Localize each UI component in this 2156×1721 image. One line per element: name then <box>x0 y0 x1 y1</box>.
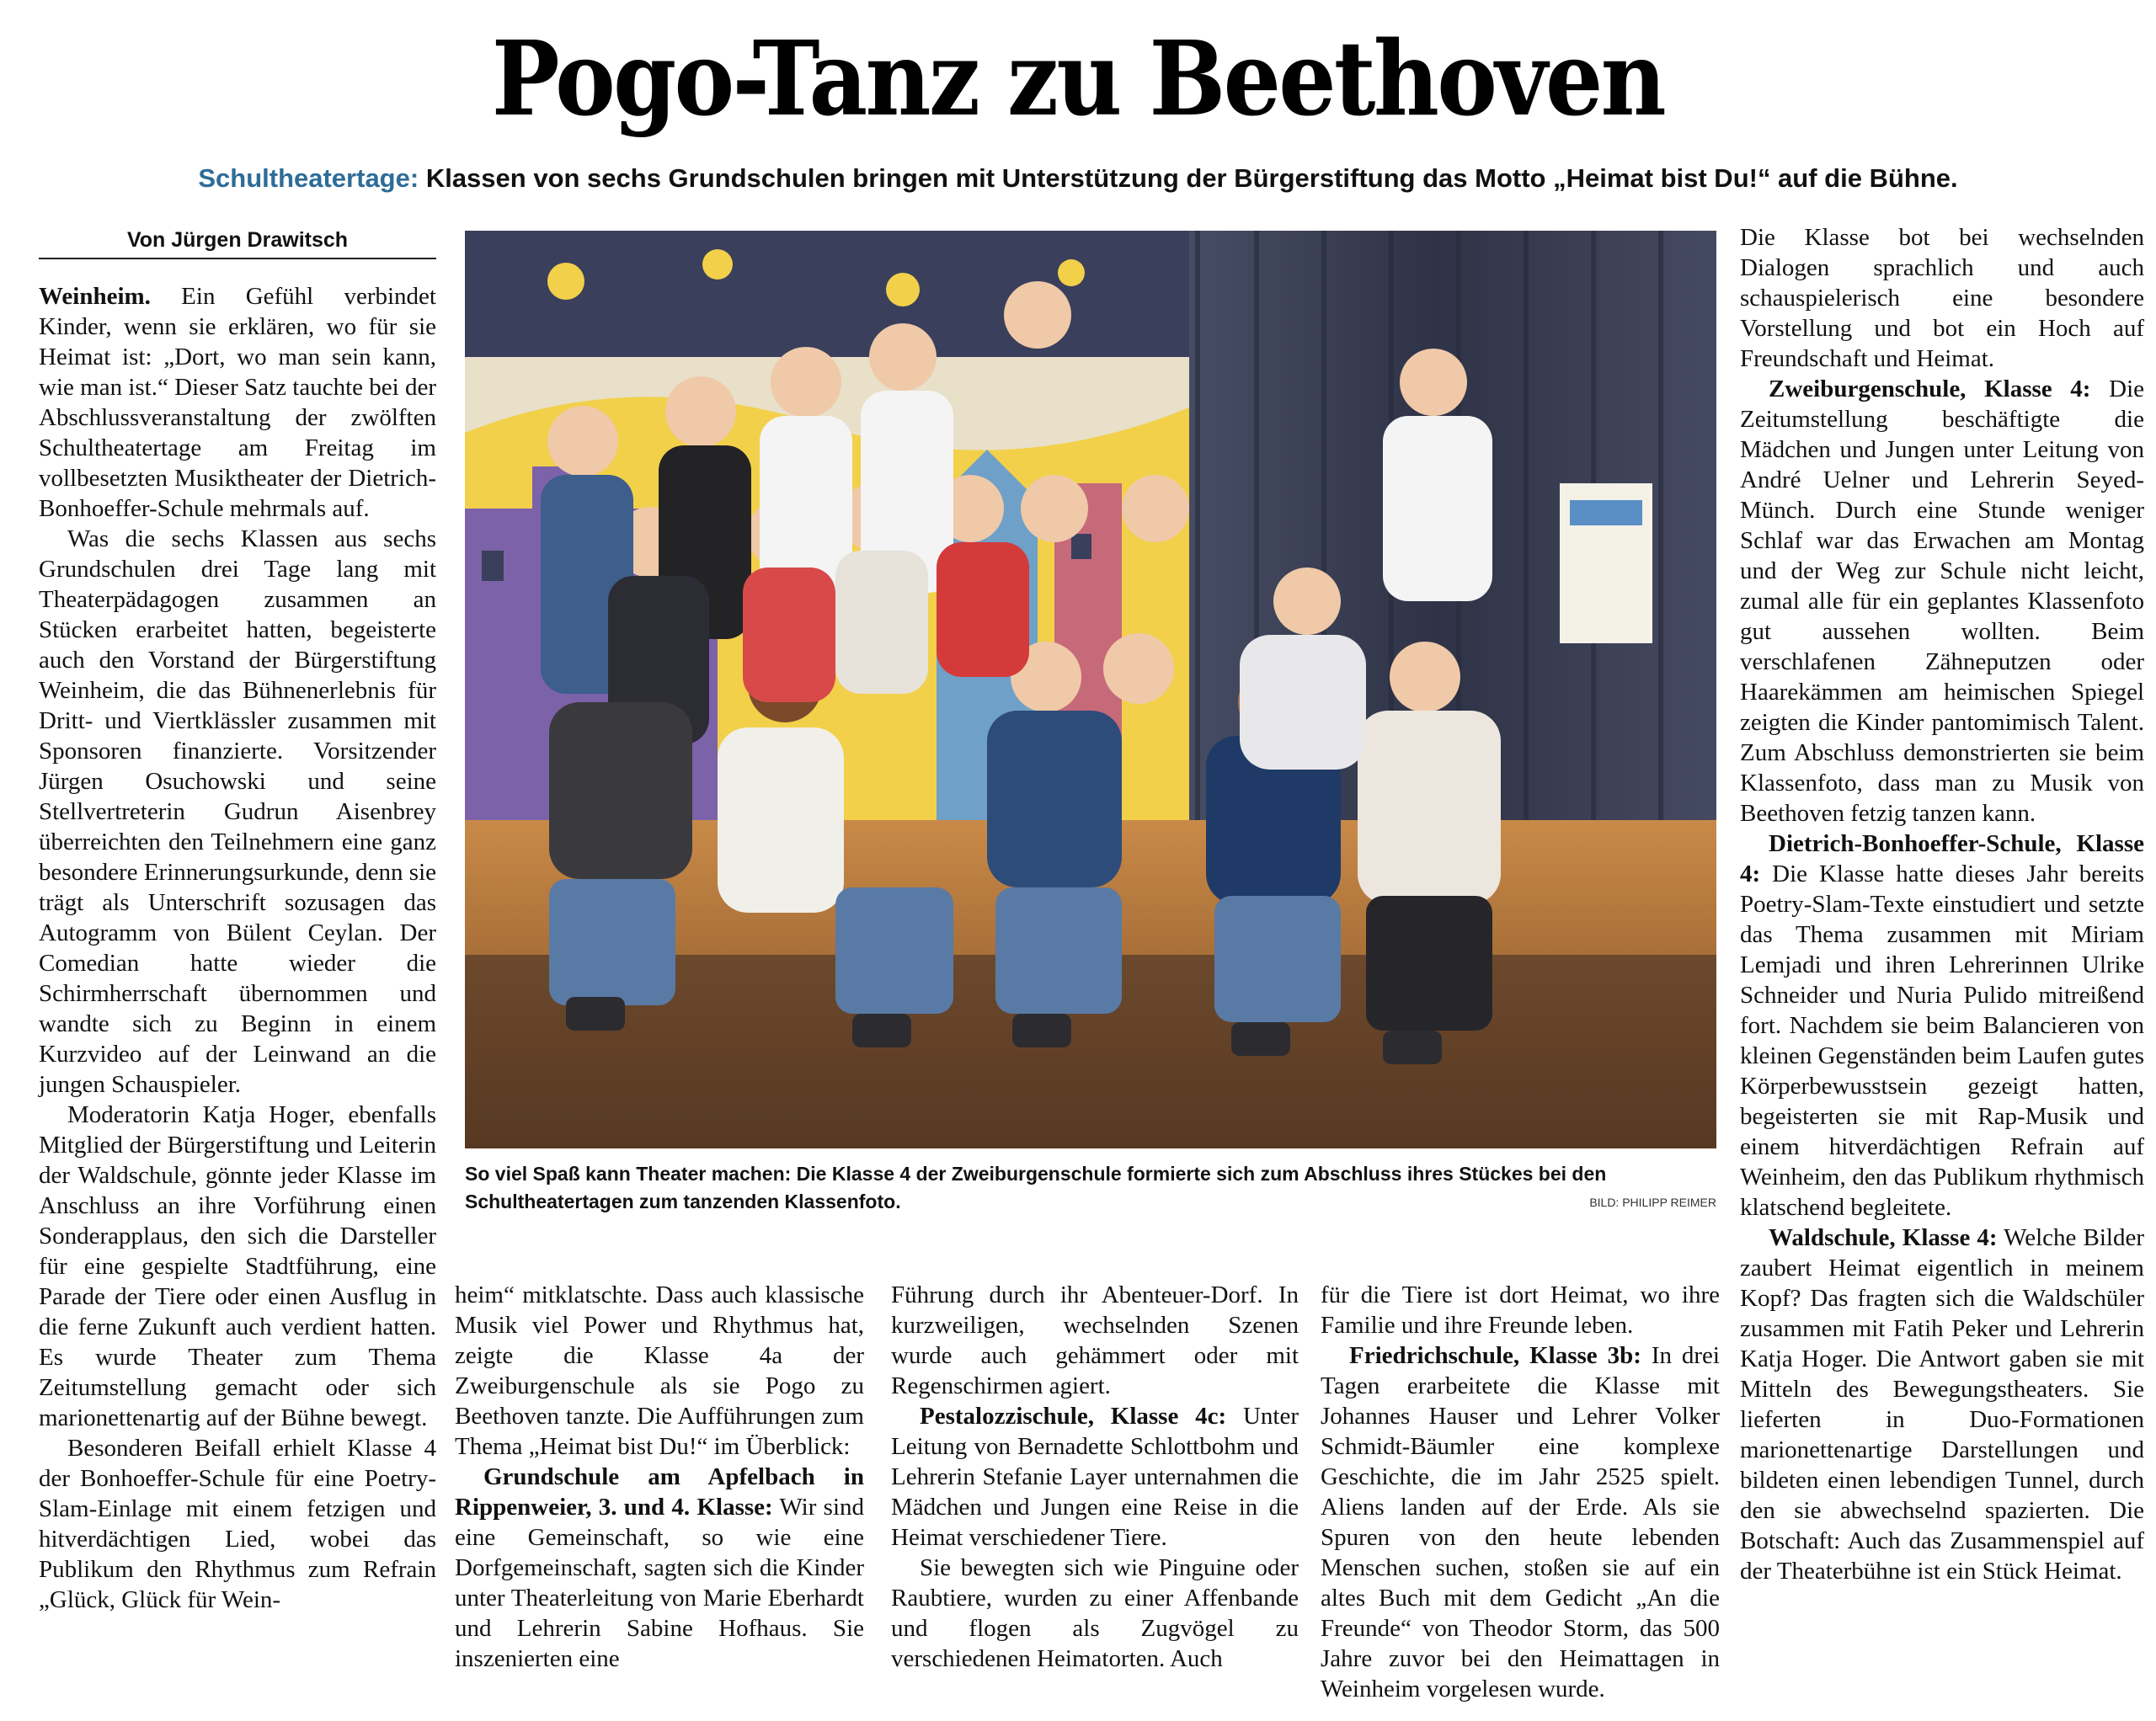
paragraph: Sie bewegten sich wie Pinguine oder Raubtiere, wurden zu einer Affenbande und flogen als Zugvögel zu verschiedenen Heimatorten. Auch <box>891 1554 1299 1672</box>
subheadline-text: Klassen von sechs Grundschulen bringen mit Unterstützung der Bürgerstiftung das Motto „Heimat bist Du!“ auf die Bühne. <box>425 163 1958 193</box>
paragraph <box>1740 374 2144 829</box>
paragraph: Besonderen Beifall erhielt Klasse 4 der Bonhoeffer-Schule für eine Poetry-Slam-Einlage mit einem fetzigen und hitverdächtigen Lied, wobei das Publikum den Rhythmus zum Refrain „Glück, Glück für Wein- <box>39 1435 436 1613</box>
paragraph: Was die sechs Klassen aus sechs Grundschulen drei Tage lang mit Theaterpädagogen zusammen an Stücken erarbeitet hatten, begeisterte auch den Vorstand der Bürgerstiftung Weinheim, die das Bühnenerlebnis für Dritt- und Viertklässler zusammen mit Sponsoren finanzierte. Vorsitzender Jürgen Osuchowski und seine Stellvertreterin Gudrun Aisenbrey überreichten den Teilnehmern eine ganz besondere Erinnerungsurkunde, denn sie trägt als Unterschrift sozusagen das Autogramm von Bülent Ceylan. Der Comedian hatte wieder die Schirmherrschaft übernommen und wandte sich zu Beginn in einem Kurzvideo auf der Leinwand an die jungen Schauspieler. <box>39 525 436 1098</box>
photo-illustration <box>465 231 1716 1148</box>
paragraph-text: Wir sind eine Gemeinschaft, so wie eine Dorfgemeinschaft, sagten sich die Kinder unter Theaterleitung von Marie Eberhardt und Lehrerin Sabine Hofhaus. Sie inszenierten eine <box>455 1494 864 1672</box>
dateline: Weinheim. <box>39 283 151 310</box>
paragraph-text: Die Zeitumstellung beschäftigte die Mädchen und Jungen unter Leitung von André Uelner und Lehrerin Seyed-Münch. Durch eine Stunde weniger Schlaf war das Erwachen am Montag und der Weg zur Schule nicht leicht, zumal alle für ein geplantes Klassenfoto gut aussehen wollten. Beim verschlafenen Zähneputzen oder Haarekämmen am heimischen Spiegel zeigten die Kinder pantomimisch Talent. Zum Abschluss demonstrierten sie beim Klassenfoto, dass man zu Musik von Beethoven fetzig tanzen kann. <box>1740 376 2144 827</box>
paragraph-text: Die Klasse hatte dieses Jahr bereits Poetry-Slam-Texte einstudiert und setzte das Thema zusammen mit Miriam Lemjadi und ihren Lehrerinnen Ulrike Schneider und Nuria Pulido mitreißend fort. Nachdem sie beim Balancieren von kleinen Gegenständen beim Laufen gutes Körperbewusstsein gezeigt hatten, begeisterten sie mit Rap-Musik und einem hitverdächtigen Refrain auf Weinheim, den das Publikum rhythmisch klatschend begleitete. <box>1740 860 2145 1221</box>
paragraph <box>1740 829 2144 1223</box>
paragraph-text: Welche Bilder zaubert Heimat eigentlich in meinem Kopf? Das fragten sich die Waldschüler zusammen mit Fatih Peker und Lehrerin Katja Hoger. Die Antwort gaben sie mit Mitteln des Bewegungstheaters. Sie lieferten in Duo-Formationen marionettenartige Darstellungen und bildeten einen lebendigen Tunnel, durch den sie abwechselnd spazierten. Die Botschaft: Auch das Zusammenspiel auf der Theaterbühne ist ein Stück Heimat. <box>1740 1224 2144 1585</box>
byline: Von Jürgen Drawitsch <box>39 222 436 259</box>
paragraph: Führung durch ihr Abenteuer-Dorf. In kurzweiligen, wechselnden Szenen wurde auch gehämmert oder mit Regenschirmen agiert. <box>891 1281 1299 1399</box>
article-column-2 <box>455 1280 864 1718</box>
article-photo <box>465 231 1716 1148</box>
section-lead: Friedrichschule, Klasse 3b: <box>1349 1342 1641 1369</box>
article-column-4 <box>1321 1280 1720 1718</box>
paragraph <box>1321 1340 1720 1704</box>
paragraph-text: Ein Gefühl verbindet Kinder, wenn sie erklären, wo für sie Heimat ist: „Dort, wo man sein kann, wie man ist.“ Dieser Satz tauchte bei der Abschlussveranstaltung der zwölften Schultheatertage am Freitag im vollbesetzten Musiktheater der Dietrich-Bonhoeffer-Schule mehrmals auf. <box>39 283 436 522</box>
section-lead: Pestalozzischule, Klasse 4c: <box>920 1403 1227 1430</box>
paragraph <box>891 1401 1299 1553</box>
paragraph <box>455 1462 864 1674</box>
article-column-1 <box>39 281 436 1713</box>
section-lead: Waldschule, Klasse 4: <box>1769 1224 1998 1251</box>
article-column-3 <box>891 1280 1299 1718</box>
section-lead: Zweiburgenschule, Klasse 4: <box>1769 376 2091 402</box>
kicker: Schultheatertage: <box>198 163 419 193</box>
section-lead: Grundschule am Apfelbach in Rippenweier, 3. und 4. Klasse: <box>455 1463 864 1521</box>
paragraph <box>39 281 436 524</box>
paragraph: Die Klasse bot bei wechselnden Dialogen sprachlich und auch schauspielerisch eine besondere Vorstellung und bot ein Hoch auf Freundschaft und Heimat. <box>1740 224 2144 372</box>
paragraph: Moderatorin Katja Hoger, ebenfalls Mitglied der Bürgerstiftung und Leiterin der Waldschule, gönnte jeder Klasse im Anschluss an ihre Vorführung einen Sonderapplaus, den sich die Darsteller für eine gespielte Stadtführung, eine Parade der Tiere oder einen Ausflug in die ferne Zukunft auch verdient hatten. Es wurde Theater zum Thema Zeitumstellung gemacht oder sich marionettenartig auf der Bühne bewegt. <box>39 1101 436 1431</box>
subheadline <box>0 160 2156 197</box>
article-column-5 <box>1740 222 2144 1713</box>
paragraph: heim“ mitklatschte. Dass auch klassische Musik viel Power und Rhythmus hat, zeigte die Klasse 4a der Zweiburgenschule als sie Pogo zu Beethoven tanzte. Die Aufführungen zum Thema „Heimat bist Du!“ im Überblick: <box>455 1281 864 1460</box>
photo-caption: So viel Spaß kann Theater machen: Die Klasse 4 der Zweiburgenschule formierte sich zum Abschluss ihres Stückes bei den Schultheatertagen zum tanzenden Klassenfoto. <box>465 1163 1607 1212</box>
paragraph-text: Unter Leitung von Bernadette Schlottbohm und Lehrerin Stefanie Layer unternahmen die Mädchen und Jungen eine Reise in die Heimat verschiedener Tiere. <box>891 1403 1299 1551</box>
paragraph <box>1740 1223 2144 1586</box>
paragraph-text: In drei Tagen erarbeitete die Klasse mit Johannes Hauser und Lehrer Volker Schmidt-Bäumler eine komplexe Geschichte, die im Jahr 2525 spielt. Aliens landen auf der Erde. Als sie Spuren von den heute lebenden Menschen suchen, stoßen sie auf ein altes Buch mit dem Gedicht „An die Freunde“ von Theodor Storm, das 500 Jahre zuvor bei den Heimattagen in Weinheim vorgelesen wurde. <box>1321 1342 1720 1702</box>
headline: Pogo-Tanz zu Beethoven <box>491 18 1665 139</box>
section-lead: Dietrich-Bonhoeffer-Schule, Klasse 4: <box>1740 830 2144 887</box>
paragraph: für die Tiere ist dort Heimat, wo ihre Familie und ihre Freunde leben. <box>1321 1281 1720 1339</box>
photo-credit: BILD: PHILIPP REIMER <box>1589 1196 1716 1209</box>
